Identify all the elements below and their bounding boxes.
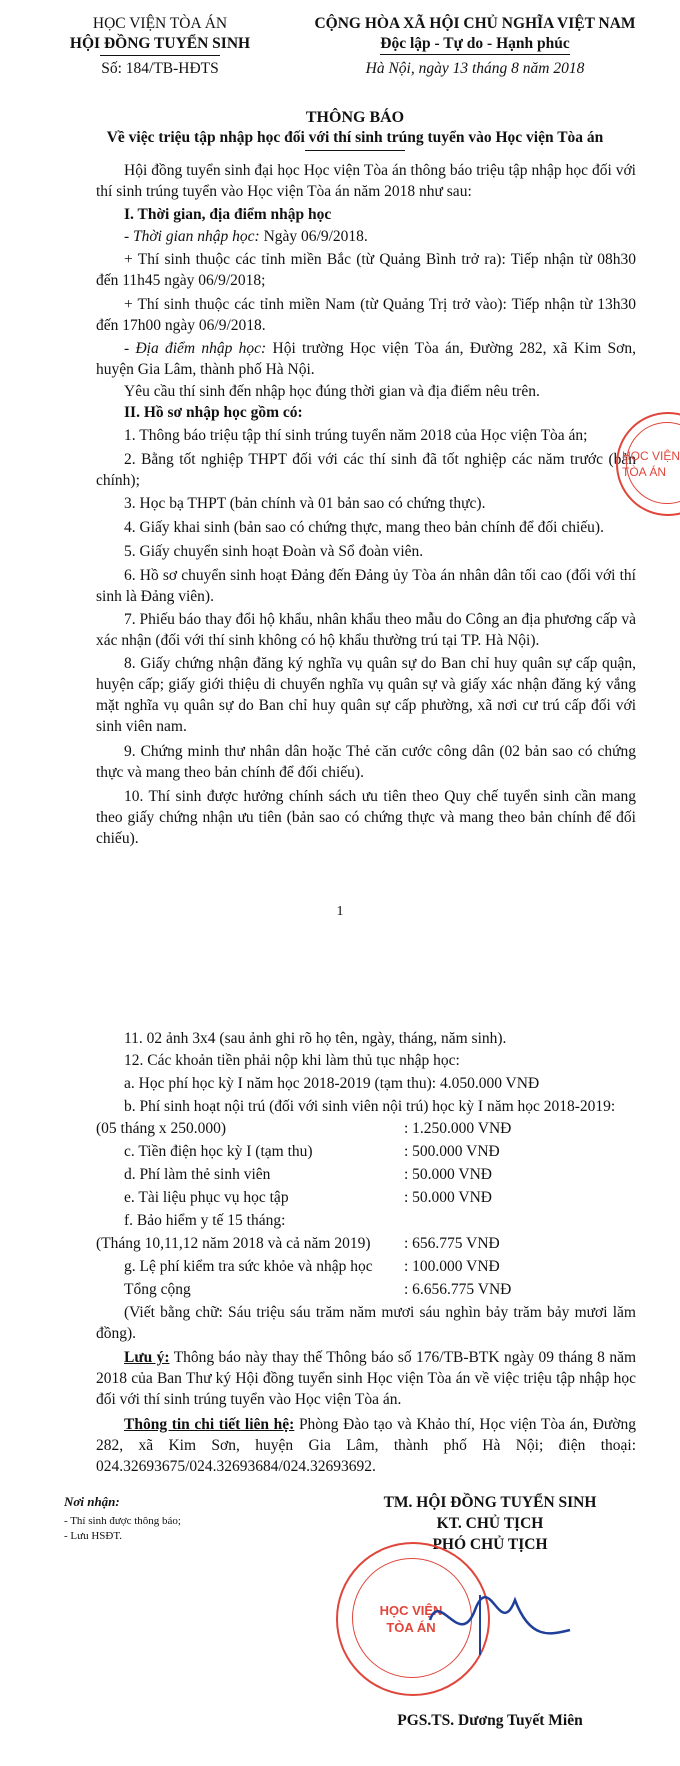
time-value: Ngày 06/9/2018. — [259, 228, 368, 245]
time-label: - Thời gian nhập học: — [124, 228, 260, 245]
place-date: Hà Nội, ngày 13 tháng 8 năm 2018 — [365, 60, 585, 77]
motto: Độc lập - Tự do - Hạnh phúc — [380, 34, 569, 55]
stamp-text: HỌC VIỆN TÒA ÁN — [379, 1603, 443, 1635]
dossier-item: 5. Giấy chuyển sinh hoạt Đoàn và Sổ đoàn viên. — [124, 543, 424, 560]
title-rule — [305, 150, 405, 151]
dossier-item: 8. Giấy chứng nhận đăng ký nghĩa vụ quân sự do Ban chỉ huy quân sự cấp quận, huyện cấp; giấy giới thiệu di chuyển nghĩa vụ quân sự và giấy xác nhận đăng ký vắng mặt nghĩa vụ quân sự do Ban chỉ huy quân sự cấp phường, xã nơi cư trú cấp đối với sinh viên nam. — [96, 655, 636, 735]
recipients-heading: Nơi nhận: — [64, 1494, 120, 1509]
signature-line3: PHÓ CHỦ TỊCH — [432, 1536, 548, 1553]
dossier-item: 9. Chứng minh thư nhân dân hoặc Thẻ căn cước công dân (02 bản sao có chứng thực và mang theo bản chính để đối chiếu). — [96, 743, 636, 781]
recipient-item: - Thí sinh được thông báo; — [64, 1515, 181, 1527]
fee-label: e. Tài liệu phục vụ học tập — [124, 1189, 289, 1206]
place-label: - Địa điểm nhập học: — [124, 340, 267, 357]
stamp-text: HỌC VIỆN TÒA ÁN — [622, 449, 680, 479]
contact-paragraph — [96, 1414, 636, 1477]
fee-dormitory: b. Phí sinh hoạt nội trú (đối với sinh viên nội trú) học kỳ I năm học 2018-2019: — [124, 1098, 616, 1115]
requirement-line: Yêu cầu thí sinh đến nhập học đúng thời gian và địa điểm nêu trên. — [124, 383, 540, 400]
signature-line2: KT. CHỦ TỊCH — [436, 1515, 544, 1532]
fee-value: : 50.000 VNĐ — [404, 1166, 492, 1183]
org-name: HỌC VIỆN TÒA ÁN — [92, 15, 228, 32]
dossier-item: 3. Học bạ THPT (bản chính và 01 bản sao có chứng thực). — [124, 495, 486, 512]
national-header — [280, 14, 670, 79]
place-line — [96, 338, 636, 380]
section1-heading: I. Thời gian, địa điểm nhập học — [124, 206, 332, 223]
item-photos: 11. 02 ảnh 3x4 (sau ảnh ghi rõ họ tên, ngày, tháng, năm sinh). — [124, 1030, 507, 1047]
contact-text: Phòng Đào tạo và Khảo thí, Học viện Tòa án, Đường 282, xã Kim Sơn, huyện Gia Lâm, thành phố Hà Nội; điện thoại: 024.32693675/024.32693684/024.32693692. — [96, 1416, 636, 1475]
fee-value: : 500.000 VNĐ — [404, 1143, 500, 1160]
fee-label: c. Tiền điện học kỳ I (tạm thu) — [124, 1143, 313, 1160]
handwritten-signature — [420, 1580, 580, 1670]
fee-label: (05 tháng x 250.000) — [96, 1120, 227, 1137]
fee-label: d. Phí làm thẻ sinh viên — [124, 1166, 271, 1183]
fee-value: : 50.000 VNĐ — [404, 1189, 492, 1206]
fee-total-label: Tổng cộng — [124, 1281, 191, 1298]
south-schedule: + Thí sinh thuộc các tỉnh miền Nam (từ Quảng Trị trở vào): Tiếp nhận từ 13h30 đến 17h00 ngày 06/9/2018. — [96, 296, 636, 334]
recipient-item: - Lưu HSĐT. — [64, 1530, 123, 1542]
fee-value: : 100.000 VNĐ — [404, 1258, 500, 1275]
dossier-item: 10. Thí sinh được hưởng chính sách ưu tiên theo Quy chế tuyển sinh cần mang theo giấy chứng nhận ưu tiên (bản sao có chứng thực và mang theo bản chính để đối chiếu). — [96, 788, 636, 847]
fee-insurance: f. Bảo hiểm y tế 15 tháng: — [124, 1212, 286, 1229]
note-paragraph — [96, 1347, 636, 1410]
fee-label: (Tháng 10,11,12 năm 2018 và cả năm 2019) — [96, 1235, 371, 1252]
section2-heading: II. Hồ sơ nhập học gồm có: — [124, 404, 303, 421]
dossier-item: 2. Bằng tốt nghiệp THPT đối với các thí sinh đã tốt nghiệp các năm trước (bản chính); — [96, 451, 636, 489]
fee-total-value: : 6.656.775 VNĐ — [404, 1281, 512, 1298]
document-number: Số: 184/TB-HĐTS — [101, 60, 219, 77]
intro-paragraph: Hội đồng tuyển sinh đại học Học viện Tòa án thông báo triệu tập nhập học đối với thí sinh trúng tuyển vào Học viện Tòa án năm 2018 như sau: — [96, 162, 636, 200]
dossier-item: 7. Phiếu báo thay đổi hộ khẩu, nhân khẩu theo mẫu do Công an địa phương cấp và xác nhận (đối với thí sinh không có hộ khẩu thường trú tại TP. Hà Nội). — [96, 611, 636, 649]
signer-name: PGS.TS. Dương Tuyết Miên — [397, 1712, 583, 1729]
fee-value: : 1.250.000 VNĐ — [404, 1120, 512, 1137]
place-value: Hội trường Học viện Tòa án, Đường 282, xã Kim Sơn, huyện Gia Lâm, thành phố Hà Nội. — [96, 340, 636, 378]
dossier-item: 6. Hồ sơ chuyển sinh hoạt Đảng đến Đảng ủy Tòa án nhân dân tối cao (đối với thí sinh là Đảng viên). — [96, 567, 636, 605]
fee-tuition: a. Học phí học kỳ I năm học 2018-2019 (tạm thu): 4.050.000 VNĐ — [124, 1075, 540, 1092]
doc-title: THÔNG BÁO — [305, 109, 405, 126]
council-name: HỘI ĐỒNG TUYỂN SINH — [69, 35, 251, 52]
dossier-item: 1. Thông báo triệu tập thí sinh trúng tuyển năm 2018 của Học viện Tòa án; — [124, 427, 588, 444]
note-text: Thông báo này thay thế Thông báo số 176/TB-BTK ngày 09 tháng 8 năm 2018 của Ban Thư ký Hội đồng tuyển sinh Học viện Tòa án về việc triệu tập nhập học đối với thí sinh trúng tuyển vào Học viện Tòa án. — [96, 1349, 637, 1408]
time-line — [96, 226, 636, 247]
doc-subtitle: Về việc triệu tập nhập học đối với thí sinh trúng tuyển vào Học viện Tòa án — [106, 129, 604, 146]
signature-block — [340, 1492, 640, 1555]
page-number: 1 — [336, 904, 344, 919]
fee-value: : 656.775 VNĐ — [404, 1235, 500, 1252]
nation-title: CỘNG HÒA XÃ HỘI CHỦ NGHĨA VIỆT NAM — [314, 15, 636, 32]
org-header — [60, 14, 260, 79]
contact-label: Thông tin chi tiết liên hệ: — [124, 1416, 295, 1433]
note-label: Lưu ý: — [124, 1349, 170, 1366]
fee-label: g. Lệ phí kiểm tra sức khỏe và nhập học — [124, 1258, 373, 1275]
amount-in-words: (Viết bằng chữ: Sáu triệu sáu trăm năm mươi sáu nghìn bảy trăm bảy mươi lăm đồng). — [96, 1304, 636, 1342]
signature-line1: TM. HỘI ĐỒNG TUYỂN SINH — [383, 1494, 597, 1511]
item-fees: 12. Các khoản tiền phải nộp khi làm thủ tục nhập học: — [124, 1052, 460, 1069]
header-rule-left — [100, 55, 220, 56]
north-schedule: + Thí sinh thuộc các tỉnh miền Bắc (từ Quảng Bình trở ra): Tiếp nhận từ 08h30 đến 11h45 ngày 06/9/2018; — [96, 251, 636, 289]
dossier-item: 4. Giấy khai sinh (bản sao có chứng thực, mang theo bản chính để đối chiếu). — [124, 519, 604, 536]
